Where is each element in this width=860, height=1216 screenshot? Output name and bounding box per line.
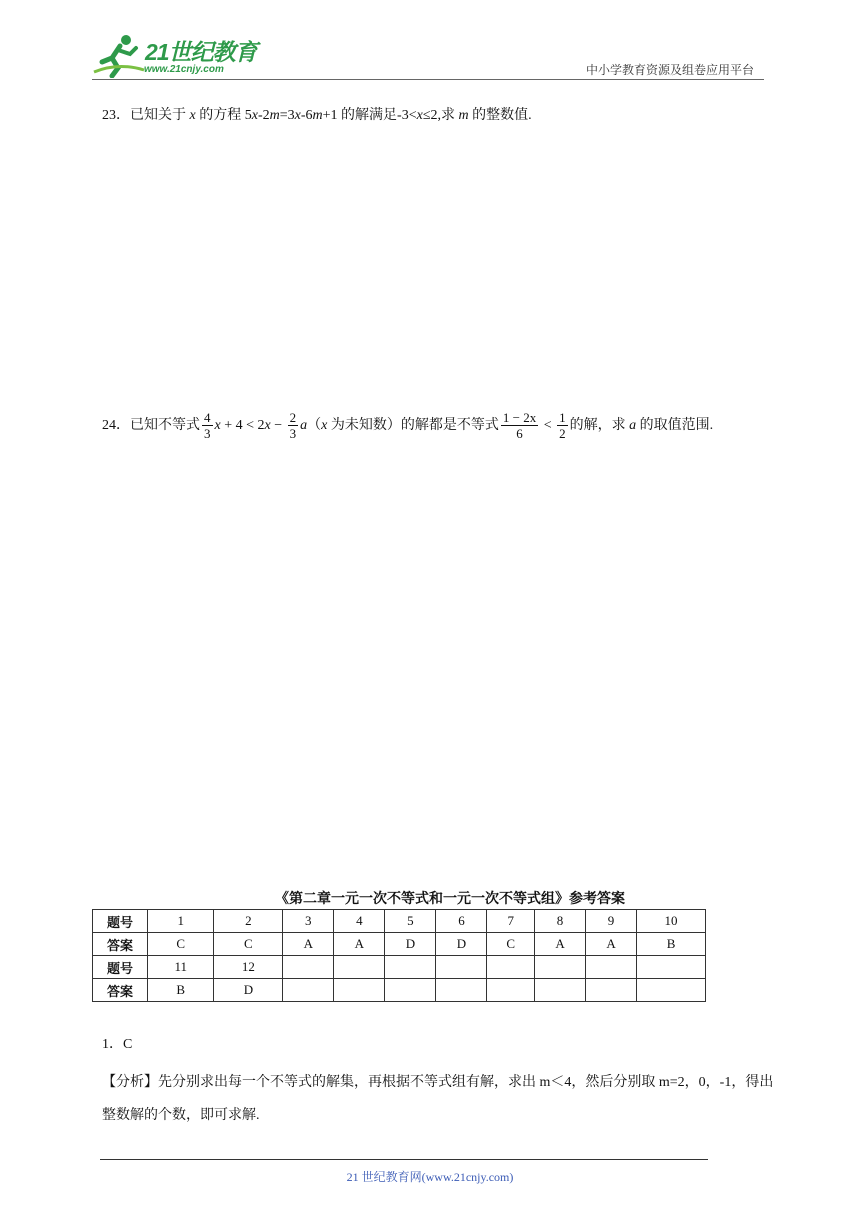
fraction-1-2 bbox=[557, 410, 568, 441]
text: − bbox=[270, 418, 286, 433]
var: x bbox=[214, 418, 221, 433]
solution-1-heading: 1．C bbox=[102, 1037, 133, 1052]
solution-1-analysis: 【分析】先分别求出每一个不等式的解集，再根据不等式组有解，求出 m＜4，然后分别取 m=2，0，-1，得出整数解的个数，即可求解. bbox=[102, 1075, 774, 1123]
answer-table bbox=[92, 909, 706, 1002]
label-question-number: 题号 bbox=[93, 956, 148, 979]
var: m bbox=[312, 108, 323, 123]
fraction-1-2x-6 bbox=[501, 410, 538, 441]
table-cell bbox=[534, 956, 585, 979]
var: m bbox=[269, 108, 280, 123]
table-cell: A bbox=[334, 933, 385, 956]
table-cell: 4 bbox=[334, 910, 385, 933]
text: -2 bbox=[257, 108, 270, 123]
text: 的解，求 bbox=[569, 418, 630, 433]
denominator: 6 bbox=[516, 426, 523, 442]
denominator: 3 bbox=[289, 426, 297, 442]
text: 已知不等式 bbox=[130, 418, 200, 433]
numerator: 4 bbox=[204, 410, 211, 426]
table-cell bbox=[283, 956, 334, 979]
table-cell bbox=[586, 979, 637, 1002]
table-row bbox=[93, 910, 706, 933]
table-cell: 6 bbox=[436, 910, 487, 933]
site-logo bbox=[92, 32, 262, 78]
table-cell bbox=[436, 979, 487, 1002]
table-cell: 1 bbox=[148, 910, 214, 933]
table-cell: A bbox=[283, 933, 334, 956]
table-cell: 5 bbox=[385, 910, 436, 933]
table-cell: 9 bbox=[586, 910, 637, 933]
text: 已知关于 bbox=[130, 108, 190, 123]
question-number: 23． bbox=[102, 108, 130, 123]
table-cell bbox=[487, 979, 535, 1002]
table-cell: A bbox=[534, 933, 585, 956]
text: 为未知数）的解都是不等式 bbox=[327, 418, 499, 433]
header-platform-name: 中小学教育资源及组卷应用平台 bbox=[585, 63, 754, 77]
table-cell: 12 bbox=[214, 956, 283, 979]
logo-text: 21世纪教育 bbox=[145, 39, 257, 65]
table-cell bbox=[637, 956, 706, 979]
table-cell bbox=[487, 956, 535, 979]
table-cell bbox=[534, 979, 585, 1002]
table-cell: C bbox=[214, 933, 283, 956]
table-cell bbox=[586, 956, 637, 979]
table-cell bbox=[385, 956, 436, 979]
table-cell: 11 bbox=[148, 956, 214, 979]
table-cell: C bbox=[487, 933, 535, 956]
fraction-2-3 bbox=[288, 410, 299, 441]
var: x bbox=[416, 108, 423, 123]
text: （ bbox=[307, 418, 322, 433]
question-24 bbox=[102, 408, 713, 444]
var: a bbox=[300, 418, 308, 433]
table-cell: D bbox=[214, 979, 283, 1002]
label-answer: 答案 bbox=[93, 933, 148, 956]
answer-key-title-text: 《第二章一元一次不等式和一元一次不等式组》参考答案 bbox=[275, 891, 625, 907]
table-cell: D bbox=[436, 933, 487, 956]
table-cell: D bbox=[385, 933, 436, 956]
numerator: 2 bbox=[289, 410, 297, 426]
table-cell bbox=[334, 956, 385, 979]
table-cell bbox=[283, 979, 334, 1002]
text: 的方程 5 bbox=[195, 108, 252, 123]
text: < bbox=[540, 418, 556, 433]
table-cell: A bbox=[586, 933, 637, 956]
question-23 bbox=[102, 106, 532, 126]
denominator: 2 bbox=[559, 426, 566, 442]
footer-site-link[interactable]: 21 世纪教育网(www.21cnjy.com) bbox=[346, 1170, 514, 1184]
text: -6 bbox=[300, 108, 313, 123]
denominator: 3 bbox=[204, 426, 211, 442]
fraction-4-3 bbox=[202, 410, 213, 441]
table-row bbox=[93, 979, 706, 1002]
text: + 4 < 2 bbox=[220, 418, 265, 433]
text: 的整数值. bbox=[468, 108, 532, 123]
table-cell: 3 bbox=[283, 910, 334, 933]
table-row bbox=[93, 933, 706, 956]
header-divider bbox=[92, 79, 764, 80]
table-cell bbox=[637, 979, 706, 1002]
var: x bbox=[264, 418, 271, 433]
table-cell: 7 bbox=[487, 910, 535, 933]
table-cell: 8 bbox=[534, 910, 585, 933]
var: x bbox=[294, 108, 301, 123]
question-number: 24． bbox=[102, 418, 130, 433]
var: x bbox=[251, 108, 258, 123]
table-cell: 10 bbox=[637, 910, 706, 933]
answer-key-title bbox=[0, 888, 860, 908]
var: x bbox=[189, 108, 196, 123]
table-cell: B bbox=[148, 979, 214, 1002]
table-cell: B bbox=[637, 933, 706, 956]
text: +1 的解满足-3< bbox=[322, 108, 417, 123]
label-question-number: 题号 bbox=[93, 910, 148, 933]
table-row bbox=[93, 956, 706, 979]
text: ≤2,求 bbox=[422, 108, 459, 123]
label-answer: 答案 bbox=[93, 979, 148, 1002]
logo-url: www.21cnjy.com bbox=[144, 64, 224, 75]
table-cell bbox=[385, 979, 436, 1002]
numerator: 1 bbox=[559, 410, 566, 426]
table-cell: 2 bbox=[214, 910, 283, 933]
table-cell: C bbox=[148, 933, 214, 956]
footer-divider bbox=[100, 1159, 708, 1160]
var: m bbox=[458, 108, 469, 123]
text: =3 bbox=[279, 108, 295, 123]
text: 的取值范围. bbox=[636, 418, 714, 433]
numerator: 1 − 2x bbox=[502, 410, 537, 426]
var: x bbox=[321, 418, 328, 433]
var: a bbox=[629, 418, 637, 433]
runner-logo-icon bbox=[92, 32, 146, 78]
table-cell bbox=[436, 956, 487, 979]
table-cell bbox=[334, 979, 385, 1002]
